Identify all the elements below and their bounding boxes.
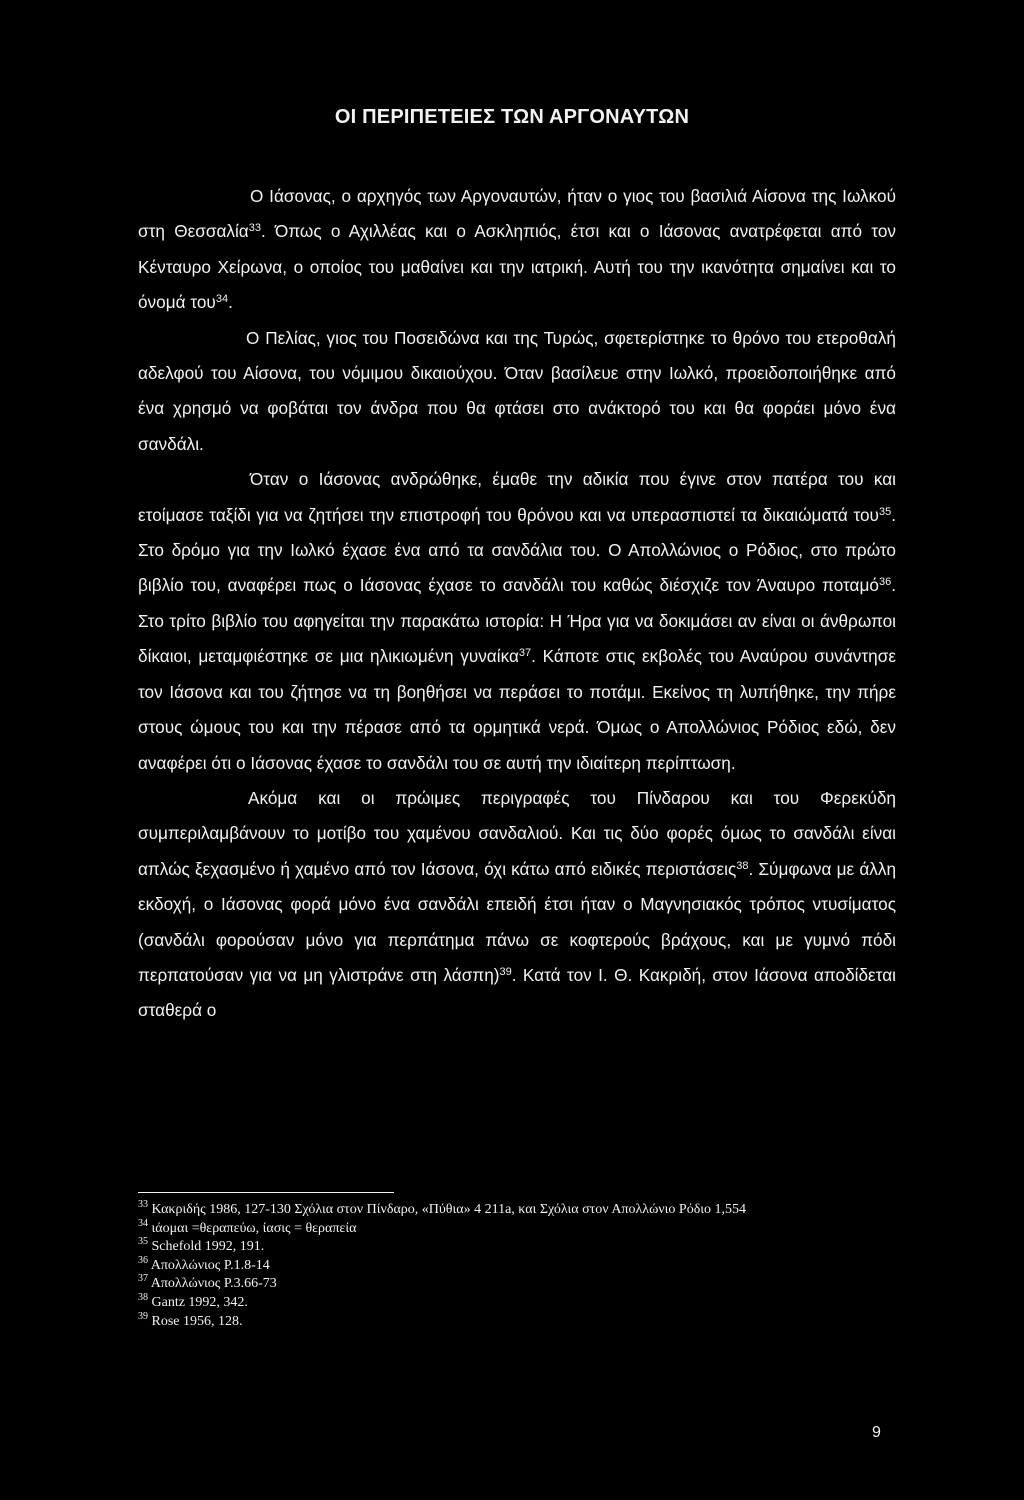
paragraph-text: . Στο τρίτο βιβλίο του αφηγείται την παρακάτω ιστορία: Η Ήρα για να δοκιμάσει αν είναι οι άνθρωποι δίκαιοι, μεταμφιέστηκε σε μια ηλικιωμένη γυναίκα (138, 575, 896, 667)
page-number: 9 (872, 1424, 881, 1441)
paragraph-text: . Σύμφωνα με άλλη εκδοχή, ο Ιάσονας φορά μόνο ένα σανδάλι επειδή έτσι ήταν ο Μαγνησιακός τρόπος ντυσίματος (σανδάλι φορούσαν μόνο για περπάτημα πάνω σε κοφτερούς βράχους, και με γυμνό πόδι περπατούσαν για να μη γλιστράνε στη λάσπη) (138, 858, 896, 985)
footnote-text: Schefold 1992, 191. (151, 1239, 265, 1255)
footnote-text: Rose 1956, 128. (151, 1313, 243, 1329)
paragraph-text: Ο Πελίας, γιος του Ποσειδώνα και της Τυρώς, σφετερίστηκε το θρόνο του ετεροθαλή αδελφού του Αίσονα, του νόμιμου δικαιούχου. Όταν βασίλευε στην Ιωλκό, προειδοποιήθηκε από ένα χρησμό να φοβάται τον άνδρα που θα φτάσει στο ανάκτορό του και θα φοράει μόνο ένα σανδάλι. (138, 327, 896, 454)
footnote-number: 39 (138, 1310, 148, 1322)
footnote-number: 34 (138, 1217, 148, 1229)
paragraph-4 (138, 781, 896, 1029)
footnotes (138, 1201, 898, 1331)
paragraph-3 (138, 462, 896, 781)
footnote-ref: 34 (215, 293, 229, 306)
footnote-text: ιάομαι =θεραπεύω, ίασις = θεραπεία (151, 1220, 357, 1236)
paragraph-text: . Κατά τον Ι. Θ. Κακριδή, στον Ιάσονα αποδίδεται σταθερά ο (138, 964, 896, 1021)
footnote-number: 35 (138, 1236, 148, 1248)
paragraph-text: . Κάποτε στις εκβολές του Αναύρου συνάντησε τον Ιάσονα και του ζήτησε να τη βοηθήσει να περάσει το ποτάμι. Εκείνος τη λυπήθηκε, την πήρε στους ώμους του και την πέρασε από τα ορμητικά νερά. Όμως ο Απολλώνιος Ρόδιος εδώ, δεν αναφέρει ότι ο Ιάσονας έχασε το σανδάλι του σε αυτή την ιδιαίτερη περίπτωση. (138, 646, 896, 773)
footnote-ref: 35 (878, 505, 892, 518)
footnote-divider (138, 1192, 394, 1193)
body-text (138, 179, 896, 1029)
paragraph-text: Ακόμα και οι πρώιμες περιγραφές του Πίνδαρου και του Φερεκύδη συμπεριλαμβάνουν το μοτίβο του χαμένου σανδαλιού. Και τις δύο φορές όμως το σανδάλι είναι απλώς ξεχασμένο ή χαμένο από τον Ιάσονα, όχι κάτω από ειδικές περιστάσεις (138, 787, 896, 879)
footnote-item (138, 1310, 898, 1332)
paragraph-text: . Όπως ο Αχιλλέας και ο Ασκληπιός, έτσι και ο Ιάσονας ανατρέφεται από τον Κένταυρο Χείρωνα, ο οποίος του μαθαίνει και την ιατρική. Αυτή του την ικανότητα σημαίνει και το όνομά του (138, 221, 896, 313)
paragraph-text: . (228, 292, 233, 313)
footnote-number: 36 (138, 1254, 148, 1266)
paragraph-2 (138, 321, 896, 463)
paragraph-1 (138, 179, 896, 321)
footnote-text: Gantz 1992, 342. (151, 1294, 248, 1310)
footnote-number: 33 (138, 1199, 148, 1210)
footnote-text: Απολλώνιος Ρ.3.66-73 (150, 1276, 277, 1292)
footnote-text: Κακριδής 1986, 127-130 Σχόλια στον Πίνδαρο, «Πύθια» 4 211a, και Σχόλια στον Απολλώνιο Ρόδιο 1,554 (151, 1202, 747, 1217)
footnote-number: 38 (138, 1291, 148, 1303)
footnote-number: 37 (138, 1273, 148, 1285)
footnote-item (138, 1238, 898, 1257)
paragraph-text: Όταν ο Ιάσονας ανδρώθηκε, έμαθε την αδικία που έγινε στον πατέρα του και ετοίμασε ταξίδι για να ζητήσει την επιστροφή του θρόνου και να υπερασπιστεί τα δικαιώματά του (138, 469, 896, 525)
footnote-ref: 39 (499, 965, 512, 978)
footnote-item (138, 1275, 898, 1294)
footnote-item (138, 1217, 898, 1239)
page-title: ΟΙ ΠΕΡΙΠΕΤΕΙΕΣ ΤΩΝ ΑΡΓΟΝΑΥΤΩΝ (334, 106, 690, 128)
paragraph-text: Ο Ιάσονας, ο αρχηγός των Αργοναυτών, ήταν ο γιος του βασιλιά Αίσονα της Ιωλκού στη Θεσσαλία (138, 186, 896, 242)
footnote-ref: 38 (736, 859, 749, 872)
footnote-item (138, 1201, 898, 1220)
footnote-ref: 33 (248, 222, 261, 235)
footnote-ref: 37 (518, 647, 532, 660)
footnote-item (138, 1291, 898, 1313)
footnote-text: Απολλώνιος Ρ.1.8-14 (150, 1257, 270, 1273)
footnote-item (138, 1254, 898, 1276)
paragraph-text: . Στο δρόμο για την Ιωλκό έχασε ένα από τα σανδάλια του. Ο Απολλώνιος ο Ρόδιος, στο πρώτο βιβλίο του, αναφέρει πως ο Ιάσονας έχασε το σανδάλι του καθώς διέσχιζε τον Άναυρο ποταμό (138, 504, 896, 596)
footnote-ref: 36 (878, 576, 892, 589)
